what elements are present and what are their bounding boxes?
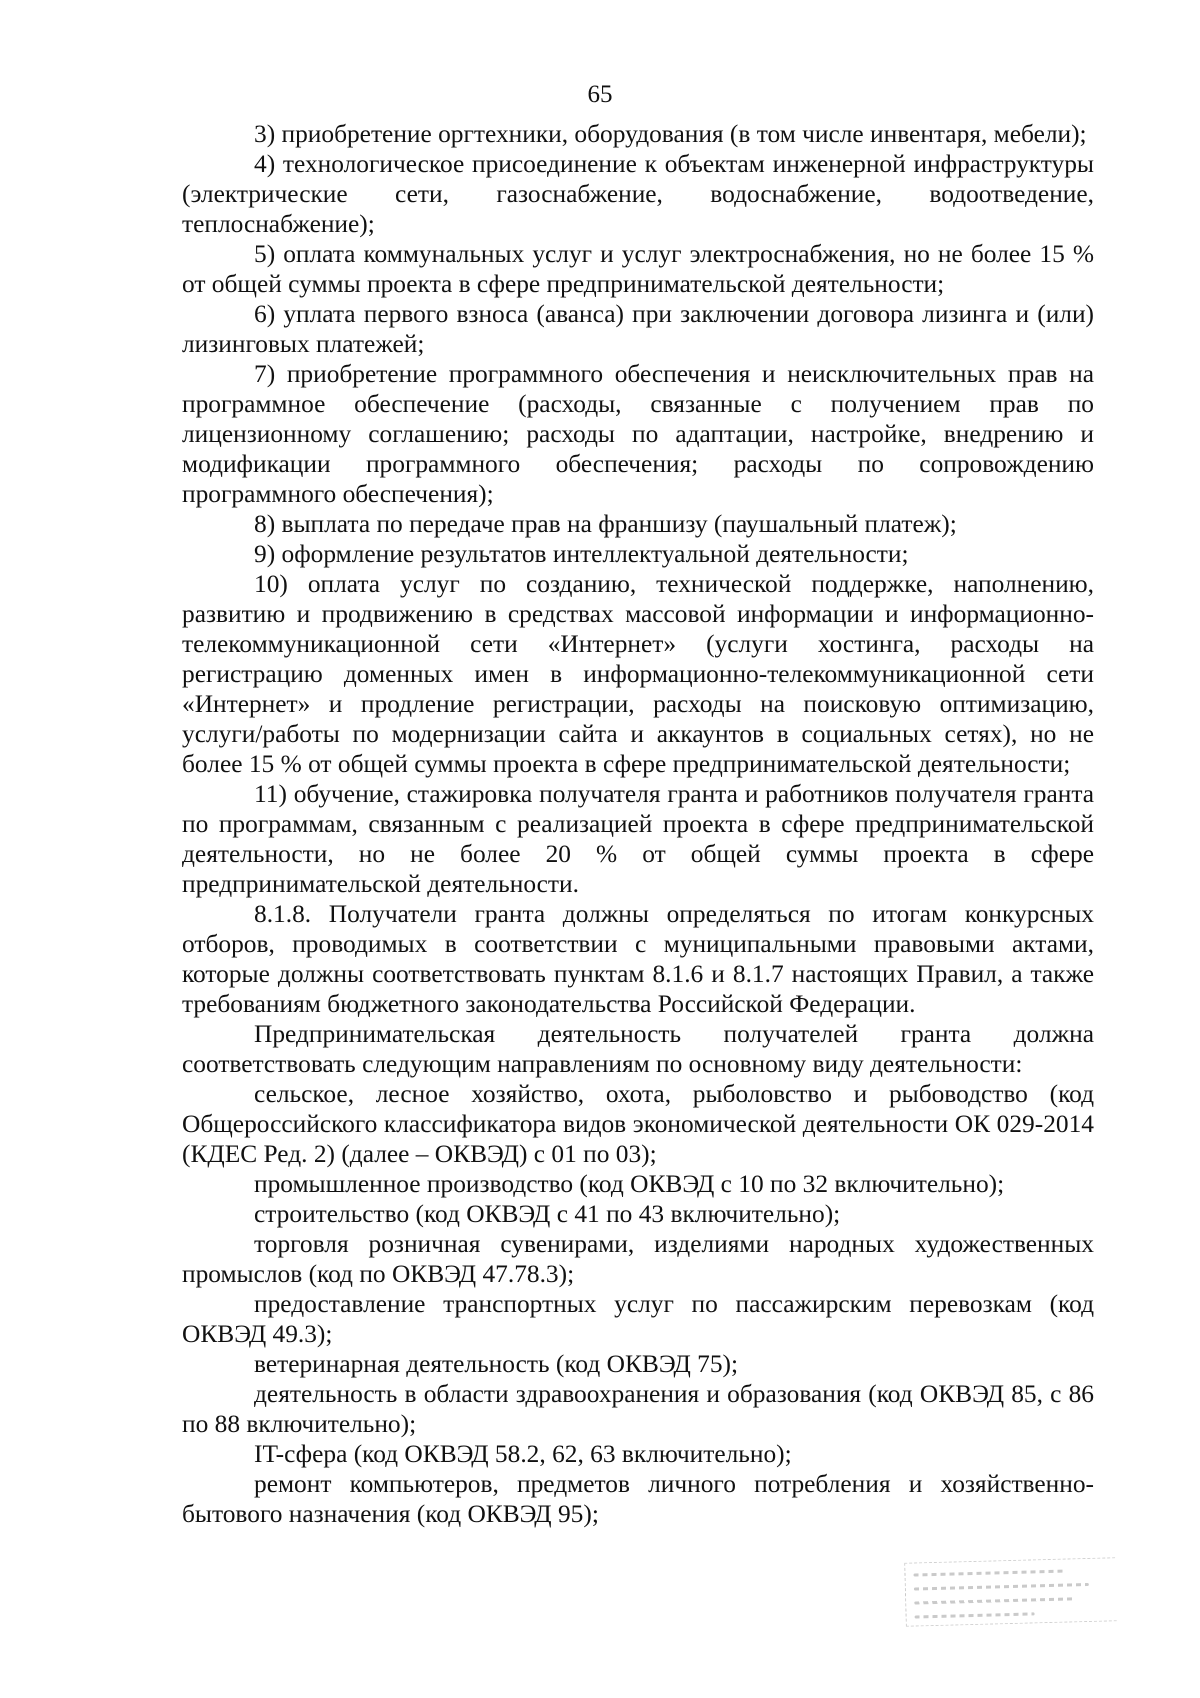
activity-item: деятельность в области здравоохранения и образования (код ОКВЭД 85, с 86 по 88 включительно);: [182, 1380, 1094, 1438]
list-item: 5) оплата коммунальных услуг и услуг электроснабжения, но не более 15 % от общей суммы проекта в сфере предпринимательской деятельности;: [182, 240, 1094, 298]
intro-paragraph: Предпринимательская деятельность получателей гранта должна соответствовать следующим направлениям по основному виду деятельности:: [182, 1020, 1094, 1078]
stamp-line: [913, 1570, 1063, 1577]
section-paragraph: 8.1.8. Получатели гранта должны определяться по итогам конкурсных отборов, проводимых в соответствии с муниципальными правовыми актами, которые должны соответствовать пунктам 8.1.6 и 8.1.7 настоящих Правил, а также требованиям бюджетного законодательства Российской Федерации.: [182, 900, 1094, 1018]
activity-item: предоставление транспортных услуг по пассажирским перевозкам (код ОКВЭД 49.3);: [182, 1290, 1094, 1348]
list-item: 7) приобретение программного обеспечения и неисключительных прав на программное обеспечение (расходы, связанные с получением прав по лицензионному соглашению; расходы по адаптации, настройке, внедрению и модификации программного обеспечения; расходы по сопровождению программного обеспечения);: [182, 360, 1094, 508]
list-item: 9) оформление результатов интеллектуальной деятельности;: [254, 540, 909, 568]
page-number: 65: [587, 81, 613, 108]
activity-item: торговля розничная сувенирами, изделиями народных художественных промыслов (код по ОКВЭД 47.78.3);: [182, 1230, 1094, 1288]
document-body: [182, 119, 1094, 1529]
list-item: 11) обучение, стажировка получателя гранта и работников получателя гранта по программам, связанным с реализацией проекта в сфере предпринимательской деятельности, но не более 20 % от общей суммы проекта в сфере предпринимательской деятельности.: [182, 780, 1094, 898]
activity-item: IT-сфера (код ОКВЭД 58.2, 62, 63 включительно);: [254, 1440, 792, 1468]
activity-item: промышленное производство (код ОКВЭД с 10 по 32 включительно);: [254, 1170, 1005, 1198]
list-item: 10) оплата услуг по созданию, технической поддержке, наполнению, развитию и продвижению в средствах массовой информации и информационно-телекоммуникационной сети «Интернет» (услуги хостинга, расходы на регистрацию доменных имен в информационно-телекоммуникационной сети «Интернет» и продление регистрации, расходы на поисковую оптимизацию, услуги/работы по модернизации сайта и аккаунтов в социальных сетях), но не более 15 % от общей суммы проекта в сфере предпринимательской деятельности;: [182, 570, 1094, 778]
stamp-line: [914, 1583, 1089, 1591]
activity-item: ветеринарная деятельность (код ОКВЭД 75);: [254, 1350, 739, 1378]
list-item: 8) выплата по передаче прав на франшизу (паушальный платеж);: [254, 510, 957, 538]
list-item: 3) приобретение оргтехники, оборудования (в том числе инвентаря, мебели);: [254, 120, 1087, 148]
list-item: 4) технологическое присоединение к объектам инженерной инфраструктуры (электрические сети, газоснабжение, водоснабжение, водоотведение, теплоснабжение);: [182, 150, 1094, 238]
activity-item: ремонт компьютеров, предметов личного потребления и хозяйственно-бытового назначения (код ОКВЭД 95);: [182, 1470, 1094, 1528]
activity-item: сельское, лесное хозяйство, охота, рыболовство и рыбоводство (код Общероссийского классификатора видов экономической деятельности ОК 029-2014 (КДЕС Ред. 2) (далее – ОКВЭД) с 01 по 03);: [182, 1080, 1094, 1168]
faded-stamp: [904, 1557, 1117, 1627]
stamp-line: [914, 1597, 1074, 1604]
activity-item: строительство (код ОКВЭД с 41 по 43 включительно);: [254, 1200, 841, 1228]
list-item: 6) уплата первого взноса (аванса) при заключении договора лизинга и (или) лизинговых платежей;: [182, 300, 1094, 358]
stamp-line: [915, 1612, 1035, 1618]
